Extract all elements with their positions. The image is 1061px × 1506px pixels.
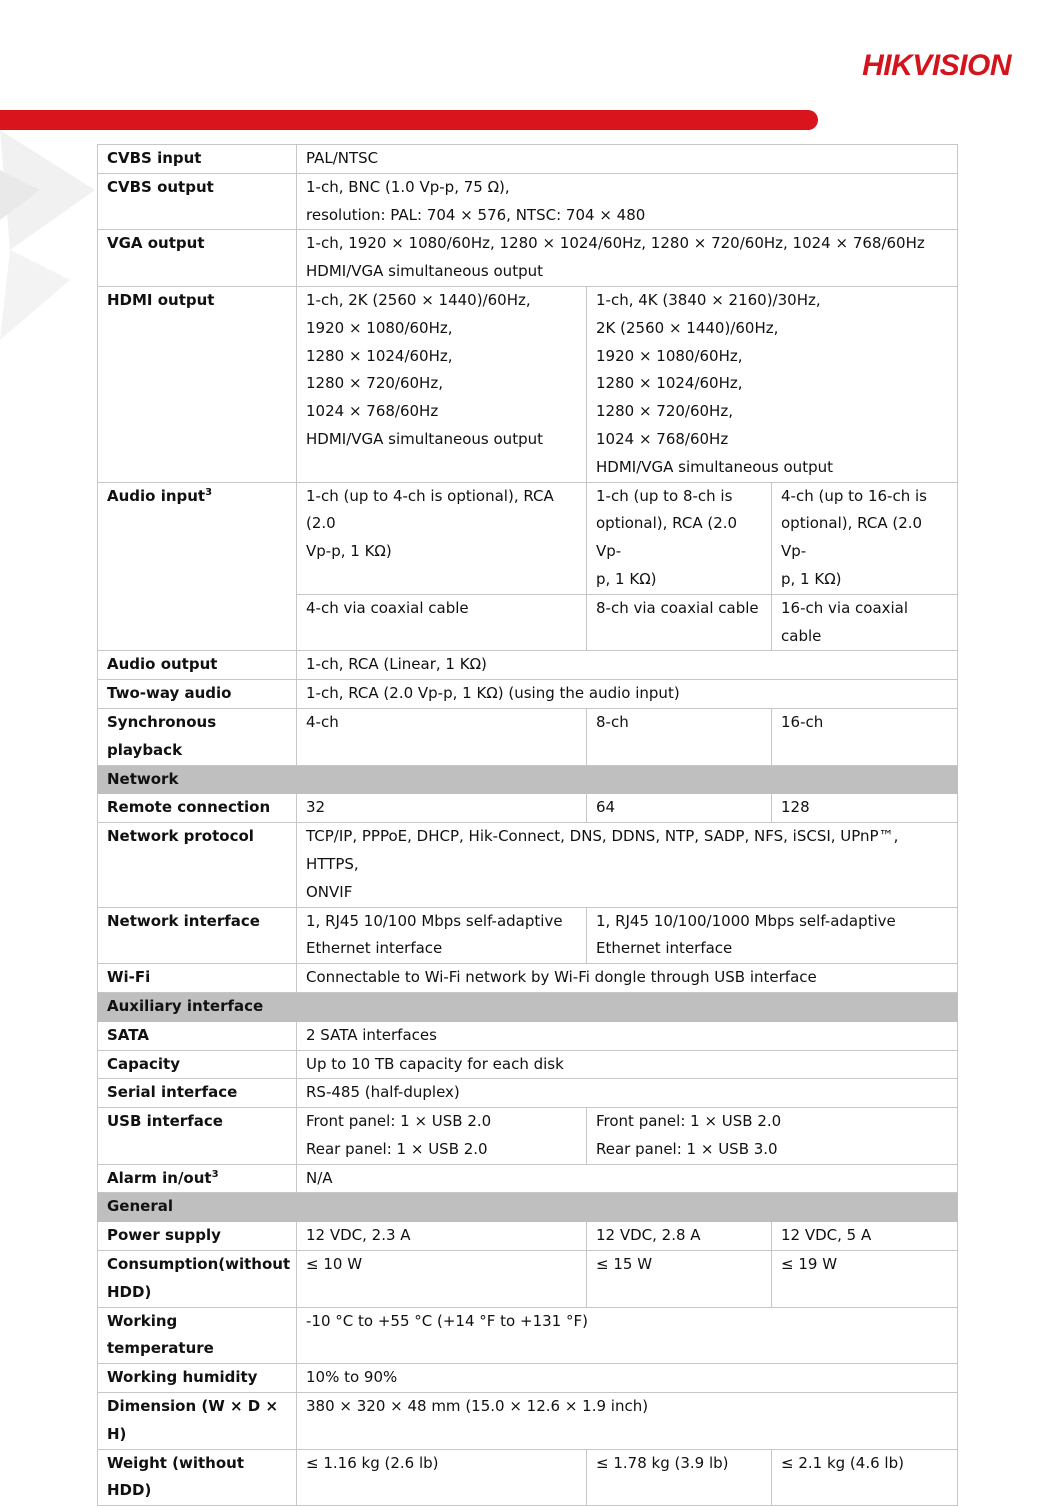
row-value: 1-ch, RCA (Linear, 1 KΩ) [297,651,958,680]
row-value-c: ≤ 19 W [772,1251,958,1308]
row-value: 10% to 90% [297,1364,958,1393]
table-row [98,1251,958,1308]
row-value: 380 × 320 × 48 mm (15.0 × 12.6 × 1.9 inch) [297,1393,958,1450]
decorative-watermark [0,130,100,350]
row-value: N/A [297,1164,958,1193]
row-label: SATA [98,1021,297,1050]
row-value: 1-ch, BNC (1.0 Vp-p, 75 Ω), resolution: PAL: 704 × 576, NTSC: 704 × 480 [297,173,958,230]
row-label: Weight (without HDD) [98,1449,297,1506]
row-value-c: 128 [772,794,958,823]
section-header-auxiliary [98,992,958,1021]
row-label: CVBS output [98,173,297,230]
table-row [98,708,958,765]
row-value-b: 1-ch, 4K (3840 × 2160)/30Hz, 2K (2560 × 1440)/60Hz, 1920 × 1080/60Hz, 1280 × 1024/60Hz, 1280 × 720/60Hz, 1024 × 768/60Hz HDMI/VGA simultaneous output [587,286,958,482]
table-row [98,907,958,964]
row-label: USB interface [98,1108,297,1165]
row-value-a: 32 [297,794,587,823]
table-row [98,651,958,680]
row-value-b: Front panel: 1 × USB 2.0 Rear panel: 1 × USB 3.0 [587,1108,958,1165]
table-row [98,230,958,287]
row-value: Connectable to Wi-Fi network by Wi-Fi dongle through USB interface [297,964,958,993]
row-label: Serial interface [98,1079,297,1108]
row-value-b: 1-ch (up to 8-ch is optional), RCA (2.0 Vp- p, 1 KΩ) [587,482,772,594]
row-value: 2 SATA interfaces [297,1021,958,1050]
row-value-b: 8-ch [587,708,772,765]
table-row [98,1449,958,1506]
row-value-b: 12 VDC, 2.8 A [587,1222,772,1251]
row-value-c: 4-ch (up to 16-ch is optional), RCA (2.0 Vp- p, 1 KΩ) [772,482,958,594]
table-row [98,1164,958,1193]
row-label: Synchronous playback [98,708,297,765]
table-row [98,173,958,230]
row-label: Two-way audio [98,680,297,709]
row-label: HDMI output [98,286,297,482]
row-value-b: 64 [587,794,772,823]
row-value: TCP/IP, PPPoE, DHCP, Hik-Connect, DNS, DDNS, NTP, SADP, NFS, iSCSI, UPnP™, HTTPS, ONVIF [297,823,958,907]
spec-table [97,144,958,1506]
row-value: -10 °C to +55 °C (+14 °F to +131 °F) [297,1307,958,1364]
row-label: Dimension (W × D × H) [98,1393,297,1450]
row-value-a: 4-ch via coaxial cable [297,594,587,651]
row-value-c: 16-ch [772,708,958,765]
table-row [98,823,958,907]
row-value-c: ≤ 2.1 kg (4.6 lb) [772,1449,958,1506]
table-row [98,1393,958,1450]
row-value: PAL/NTSC [297,145,958,174]
table-row [98,1222,958,1251]
section-header-general [98,1193,958,1222]
table-row [98,1364,958,1393]
row-label: Alarm in/out$^3$ [98,1164,297,1193]
table-row [98,145,958,174]
row-label: Wi-Fi [98,964,297,993]
row-value-a: ≤ 1.16 kg (2.6 lb) [297,1449,587,1506]
row-value-a: 1-ch, 2K (2560 × 1440)/60Hz, 1920 × 1080/60Hz, 1280 × 1024/60Hz, 1280 × 720/60Hz, 1024 × 768/60Hz HDMI/VGA simultaneous output [297,286,587,482]
row-label: Capacity [98,1050,297,1079]
row-value-b: 1, RJ45 10/100/1000 Mbps self-adaptive Ethernet interface [587,907,958,964]
table-row [98,1079,958,1108]
row-value-a: Front panel: 1 × USB 2.0 Rear panel: 1 × USB 2.0 [297,1108,587,1165]
table-row [98,1050,958,1079]
row-label: Working humidity [98,1364,297,1393]
row-label: CVBS input [98,145,297,174]
row-label: Network interface [98,907,297,964]
row-label: Power supply [98,1222,297,1251]
table-row [98,1021,958,1050]
row-label: VGA output [98,230,297,287]
hikvision-logo: HIKVISION [862,49,1011,82]
row-value-a: 12 VDC, 2.3 A [297,1222,587,1251]
row-value-c: 16-ch via coaxial cable [772,594,958,651]
section-title: Network [98,765,958,794]
row-label: Audio output [98,651,297,680]
header-red-bar [0,110,818,130]
row-label: Audio input$^3$ [98,482,297,651]
row-value-a: 1, RJ45 10/100 Mbps self-adaptive Ethernet interface [297,907,587,964]
table-row [98,286,958,482]
row-label: Consumption (without HDD) [98,1251,297,1308]
table-row [98,680,958,709]
row-label: Network protocol [98,823,297,907]
row-value-c: 12 VDC, 5 A [772,1222,958,1251]
table-row [98,964,958,993]
row-value: Up to 10 TB capacity for each disk [297,1050,958,1079]
section-title: Auxiliary interface [98,992,958,1021]
row-value-b: ≤ 15 W [587,1251,772,1308]
table-row [98,1307,958,1364]
row-value-a: ≤ 10 W [297,1251,587,1308]
table-row [98,794,958,823]
row-value: 1-ch, 1920 × 1080/60Hz, 1280 × 1024/60Hz, 1280 × 720/60Hz, 1024 × 768/60Hz HDMI/VGA simultaneous output [297,230,958,287]
row-label: Working temperature [98,1307,297,1364]
row-label: Remote connection [98,794,297,823]
section-title: General [98,1193,958,1222]
row-value: RS-485 (half-duplex) [297,1079,958,1108]
row-value: 1-ch, RCA (2.0 Vp-p, 1 KΩ) (using the audio input) [297,680,958,709]
row-value-a: 4-ch [297,708,587,765]
row-value-b: ≤ 1.78 kg (3.9 lb) [587,1449,772,1506]
row-value-a: 1-ch (up to 4-ch is optional), RCA (2.0 Vp-p, 1 KΩ) [297,482,587,594]
section-header-network [98,765,958,794]
table-row [98,1108,958,1165]
row-value-b: 8-ch via coaxial cable [587,594,772,651]
table-row [98,482,958,594]
